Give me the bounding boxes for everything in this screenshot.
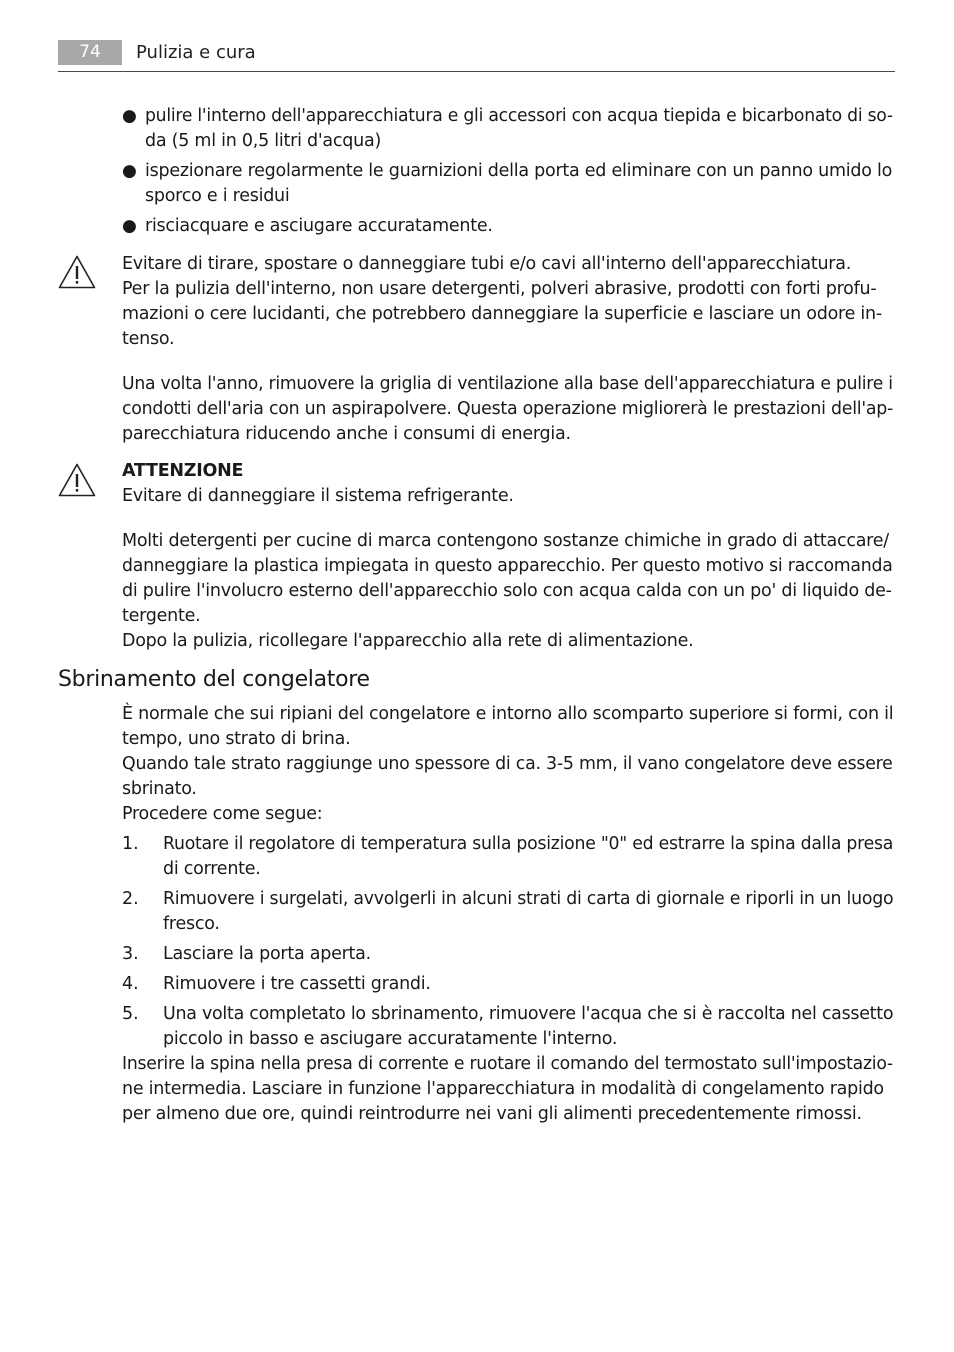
bullet-2-line-1: ispezionare regolarmente le guarnizioni della porta ed eliminare con un panno umido lo bbox=[145, 161, 893, 181]
step-number: 3. bbox=[122, 944, 139, 964]
yearly-line-1: Una volta l'anno, rimuovere la griglia di ventilazione alla base dell'apparecchiatura e pulire i bbox=[122, 374, 893, 394]
bullet-marker: ● bbox=[122, 216, 137, 236]
step-4-line-1: Rimuovere i tre cassetti grandi. bbox=[163, 974, 431, 994]
detergent-line-3: di pulire l'involucro esterno dell'apparecchio solo con acqua calda con un po' di liquido de- bbox=[122, 581, 892, 601]
warning-icon bbox=[58, 255, 96, 289]
warning-2-text: Evitare di danneggiare il sistema refrigerante. bbox=[122, 486, 514, 506]
step-number: 5. bbox=[122, 1004, 139, 1024]
step-number: 4. bbox=[122, 974, 139, 994]
bullet-marker: ● bbox=[122, 106, 137, 126]
defrost-intro-line-2: tempo, uno strato di brina. bbox=[122, 729, 351, 749]
defrost-outro-line-3: per almeno due ore, quindi reintrodurre nei vani gli alimenti precedentemente rimossi. bbox=[122, 1104, 862, 1124]
step-1-line-1: Ruotare il regolatore di temperatura sulla posizione "0" ed estrarre la spina dalla presa bbox=[163, 834, 894, 854]
detergent-line-1: Molti detergenti per cucine di marca contengono sostanze chimiche in grado di attaccare/ bbox=[122, 531, 889, 551]
yearly-line-2: condotti dell'aria con un aspirapolvere. Questa operazione migliorerà le prestazioni dell'ap- bbox=[122, 399, 894, 419]
step-number: 1. bbox=[122, 834, 139, 854]
warning-icon bbox=[58, 463, 96, 497]
warning-1-line-2: Per la pulizia dell'interno, non usare detergenti, polveri abrasive, prodotti con forti profu- bbox=[122, 279, 877, 299]
bullet-3-line-1: risciacquare e asciugare accuratamente. bbox=[145, 216, 493, 236]
step-1-line-2: di corrente. bbox=[163, 859, 261, 879]
step-5-line-2: piccolo in basso e asciugare accuratamente l'interno. bbox=[163, 1029, 618, 1049]
warning-1-line-3: mazioni o cere lucidanti, che potrebbero danneggiare la superficie e lasciare un odore in- bbox=[122, 304, 882, 324]
defrost-intro-line-3: Quando tale strato raggiunge uno spessore di ca. 3-5 mm, il vano congelatore deve essere bbox=[122, 754, 893, 774]
detergent-line-5: Dopo la pulizia, ricollegare l'apparecchio alla rete di alimentazione. bbox=[122, 631, 694, 651]
defrost-outro-line-2: ne intermedia. Lasciare in funzione l'apparecchiatura in modalità di congelamento rapido bbox=[122, 1079, 884, 1099]
bullet-2-line-2: sporco e i residui bbox=[145, 186, 290, 206]
step-number: 2. bbox=[122, 889, 139, 909]
defrost-outro-line-1: Inserire la spina nella presa di corrente e ruotare il comando del termostato sull'impostazio- bbox=[122, 1054, 893, 1074]
section-title: Pulizia e cura bbox=[136, 42, 256, 63]
detergent-line-4: tergente. bbox=[122, 606, 201, 626]
defrost-intro-line-4: sbrinato. bbox=[122, 779, 197, 799]
step-3-line-1: Lasciare la porta aperta. bbox=[163, 944, 371, 964]
step-2-line-1: Rimuovere i surgelati, avvolgerli in alcuni strati di carta di giornale e riporli in un luogo bbox=[163, 889, 894, 909]
yearly-line-3: parecchiatura riducendo anche i consumi di energia. bbox=[122, 424, 571, 444]
section-heading: Sbrinamento del congelatore bbox=[58, 667, 370, 692]
page-header bbox=[58, 40, 895, 72]
warning-2-title: ATTENZIONE bbox=[122, 461, 244, 481]
step-2-line-2: fresco. bbox=[163, 914, 220, 934]
defrost-intro-line-5: Procedere come segue: bbox=[122, 804, 323, 824]
detergent-line-2: danneggiare la plastica impiegata in questo apparecchio. Per questo motivo si raccomanda bbox=[122, 556, 893, 576]
bullet-marker: ● bbox=[122, 161, 137, 181]
bullet-1-line-1: pulire l'interno dell'apparecchiatura e gli accessori con acqua tiepida e bicarbonato di so- bbox=[145, 106, 893, 126]
defrost-intro-line-1: È normale che sui ripiani del congelatore e intorno allo scomparto superiore si formi, con il bbox=[122, 704, 894, 724]
page-number: 74 bbox=[58, 40, 122, 65]
step-5-line-1: Una volta completato lo sbrinamento, rimuovere l'acqua che si è raccolta nel cassetto bbox=[163, 1004, 894, 1024]
bullet-1-line-2: da (5 ml in 0,5 litri d'acqua) bbox=[145, 131, 382, 151]
warning-1-line-4: tenso. bbox=[122, 329, 175, 349]
warning-1-line-1: Evitare di tirare, spostare o danneggiare tubi e/o cavi all'interno dell'apparecchiatura. bbox=[122, 254, 852, 274]
